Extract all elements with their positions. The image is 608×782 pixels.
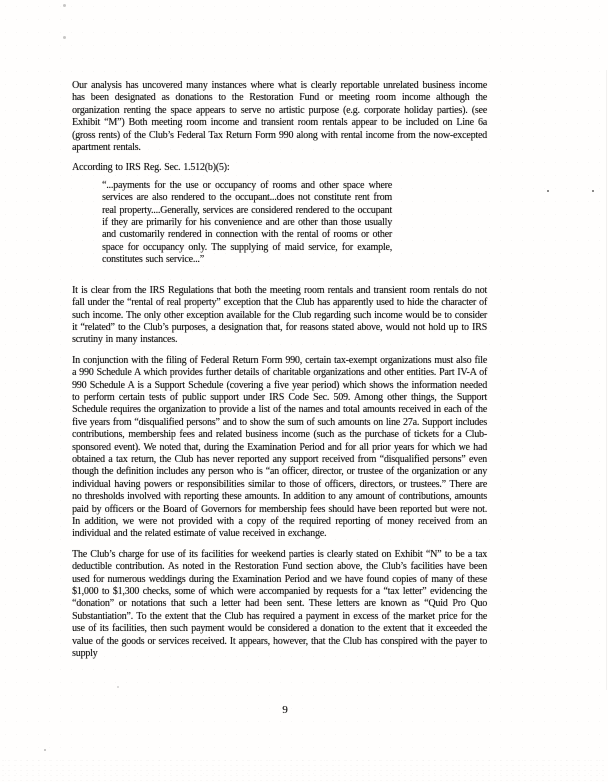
scan-speck <box>44 749 46 751</box>
scan-speck <box>117 686 119 688</box>
scan-edge-shadow <box>606 70 607 690</box>
paragraph-facility-charges: The Club’s charge for use of its facilities for weekend parties is clearly stated on Exhibit “N” to be a tax deductible contribution. As noted in the Restoration Fund section above, the Club’s facilities have been used for numerous weddings during the Examination Period and we have found copies of many of these $1,000 to $1,300 checks, some of which were accompanied by requests for a “tax letter” evidencing the “donation” or notations that such a letter had been sent. These letters are known as “Quid Pro Quo Substantiation”. To the extent that the Club has required a payment in excess of the market price for the use of its facilities, then such payment would be considered a donation to the extent that it exceeded the value of the goods or services received. It appears, however, that the Club has conspired with the payer to supply <box>72 548 487 660</box>
page-number: 9 <box>282 704 288 716</box>
scan-noise-band <box>0 758 608 782</box>
page-body-text <box>72 80 487 668</box>
irs-regulation-citation-line: According to IRS Reg. Sec. 1.512(b)(5): <box>72 162 230 174</box>
paragraph-unrelated-business-income: Our analysis has uncovered many instances where what is clearly reportable unrelated business income has been designated as donations to the Restoration Fund or meeting room income although the organization renting the space appears to serve no artistic purpose (e.g. corporate holiday parties). (see Exhibit “M”) Both meeting room income and transient room rentals appear to be included on Line 6a (gross rents) of the Club’s Federal Tax Return Form 990 along with rental income from the now-excepted apartment rentals. <box>72 80 487 154</box>
scan-speck <box>592 190 594 192</box>
paragraph-form-990-schedule-a: In conjunction with the filing of Federal Return Form 990, certain tax-exempt organizations must also file a 990 Schedule A which provides further details of charitable organizations and other entities. Part IV-A of 990 Schedule A is a Support Schedule (covering a five year period) which shows the information needed to perform certain tests of public support under IRS Code Sec. 509. Among other things, the Support Schedule requires the organization to provide a list of the names and total amounts received in each of the five years from “disqualified persons” and to show the sum of such amounts on line 27a. Support includes contributions, membership fees and related business income (such as the purchase of tickets for a Club-sponsored event). We noted that, during the Examination Period and for all prior years for which we had obtained a tax return, the Club has never reported any support received from “disqualified persons” even though the definition includes any person who is “an officer, director, or trustee of the organization or any individual having powers or responsibilities similar to those of officers, directors, or trustees.” There are no thresholds involved with reporting these amounts. In addition to any amount of contributions, amounts paid by officers or the Board of Governors for membership fees should have been reported but were not. In addition, we were not provided with a copy of the required reporting of money received from an individual and the related estimate of value received in exchange. <box>72 354 487 540</box>
irs-regulation-quote: “...payments for the use or occupancy of rooms and other space where services are also rendered to the occupant...does not constitute rent from real property....Generally, services are considered rendered to the occupant if they are primarily for his convenience and are other than those usually and customarily rendered in connection with the rental of rooms or other space for occupancy only. The supplying of maid service, for example, constitutes such service...” <box>102 179 392 266</box>
scan-speck <box>547 190 549 192</box>
scan-speck <box>63 36 66 39</box>
paragraph-rental-exception: It is clear from the IRS Regulations that both the meeting room rentals and transient room rentals do not fall under the “rental of real property” exception that the Club has apparently used to hide the character of such income. The only other exception available for the Club regarding such income would be to consider it “related” to the Club’s purposes, a designation that, for reasons stated above, would not hold up to IRS scrutiny in many instances. <box>72 284 487 346</box>
scan-speck <box>63 4 66 7</box>
